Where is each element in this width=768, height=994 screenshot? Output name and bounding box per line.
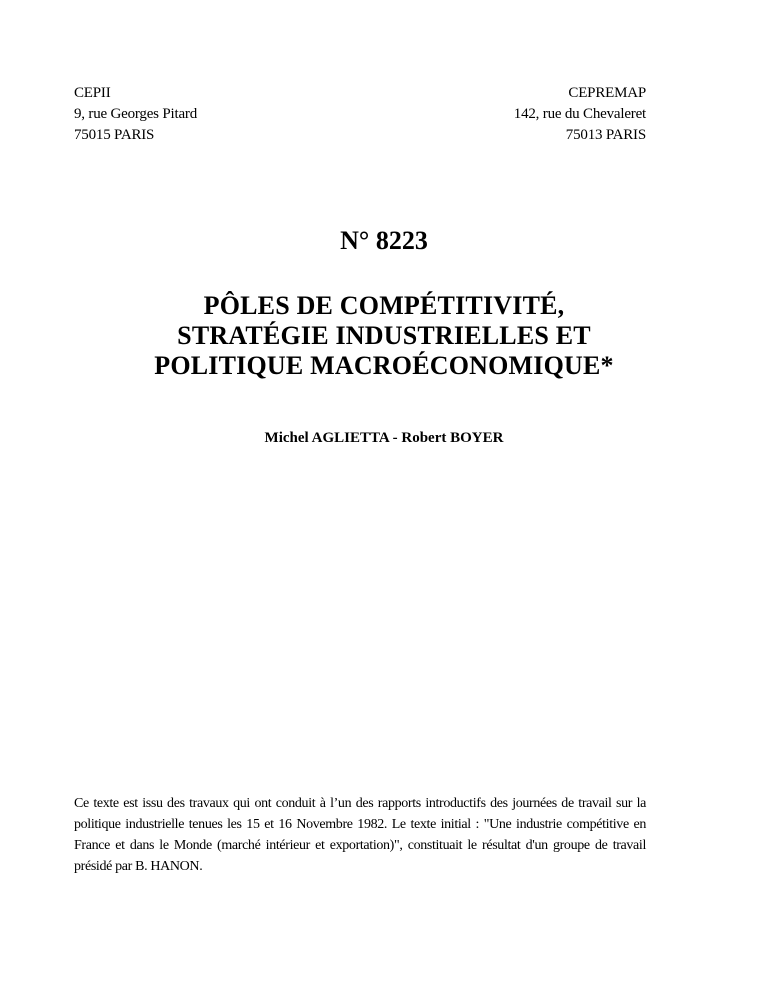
authors: Michel AGLIETTA - Robert BOYER [264,430,504,446]
right-institution-address [514,83,646,146]
right-institution-street: 142, rue du Chevaleret [513,106,646,122]
footnote: Ce texte est issu des travaux qui ont conduit à l’un des rapports introductifs des journées de travail sur la politique industrielle tenues les 15 et 16 Novembre 1982. Le texte initial : "Une industrie compétitive en France et dans le Monde (marché intérieur et exportation)", constituait le résultat d'un groupe de travail présidé par B. HANON. [74,796,646,874]
left-institution-name: CEPII [74,85,111,101]
left-institution-address [74,83,197,146]
title-line-1: PÔLES DE COMPÉTITIVITÉ, [203,291,565,320]
document-title [0,291,768,381]
document-number: N° 8223 [340,226,428,255]
right-institution-city: 75013 PARIS [565,127,646,143]
title-line-2: STRATÉGIE INDUSTRIELLES ET [177,321,591,350]
right-institution-name: CEPREMAP [568,85,646,101]
title-line-3: POLITIQUE MACROÉCONOMIQUE* [154,351,614,380]
left-institution-street: 9, rue Georges Pitard [74,106,197,122]
left-institution-city: 75015 PARIS [74,127,155,143]
